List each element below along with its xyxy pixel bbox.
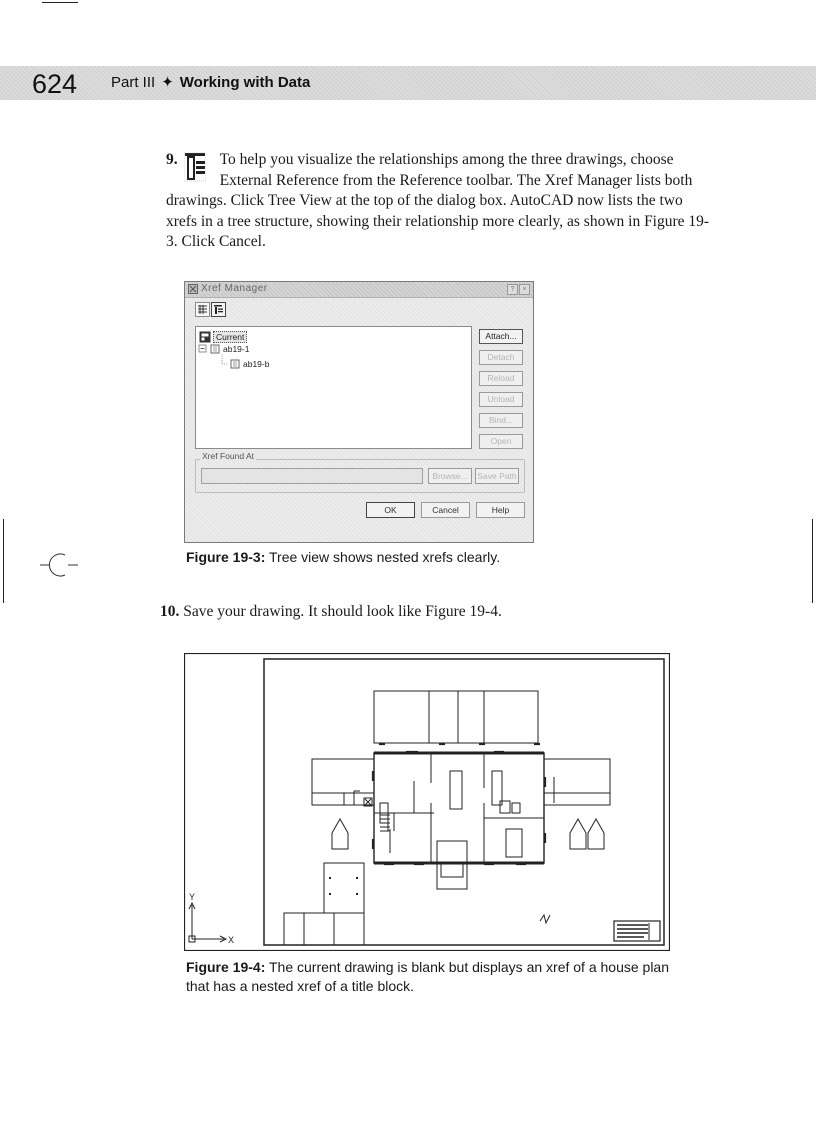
tree-item-ab19-1[interactable]: ab19-1: [223, 344, 250, 354]
list-view-button[interactable]: [195, 302, 210, 317]
figure-19-4-caption: [186, 958, 686, 996]
ucs-x-label: X: [228, 935, 235, 945]
drawing-canvas: [184, 653, 670, 951]
section-title: Working with Data: [179, 74, 311, 91]
tree-view-icon: [212, 303, 225, 316]
running-header-title: [111, 66, 310, 100]
xref-found-at-field[interactable]: [201, 468, 423, 484]
bind-button[interactable]: Bind...: [479, 413, 523, 428]
help-title-button[interactable]: ?: [507, 284, 518, 295]
title-block: [614, 921, 660, 941]
external-reference-icon: [182, 150, 220, 186]
registration-mark: [38, 550, 80, 580]
figure-19-4-label: Figure 19-4:: [186, 959, 266, 975]
open-button[interactable]: Open: [479, 434, 523, 449]
step-number: 9.: [166, 151, 178, 168]
figure-19-3-text: Tree view shows nested xrefs clearly.: [269, 549, 501, 565]
ucs-icon: [189, 903, 226, 942]
tree-item-current[interactable]: Current: [213, 331, 247, 343]
step-10-text: Save your drawing. It should look like Figure 19-4.: [183, 603, 502, 620]
app-icon: [188, 284, 198, 294]
figure-19-3-label: Figure 19-3:: [186, 549, 266, 565]
xref-manager-dialog: [184, 281, 534, 543]
dialog-titlebar: [185, 282, 533, 298]
browse-button[interactable]: Browse...: [428, 468, 472, 484]
step-10-paragraph: [160, 602, 502, 622]
crop-mark-top-left: [42, 2, 78, 3]
crop-mark-left: [3, 519, 4, 603]
part-label: Part III: [111, 74, 156, 91]
tree-view-button[interactable]: [211, 302, 226, 317]
figure-19-4-text: The current drawing is blank but displays an xref of a house plan that has a nested xref of a title block.: [186, 959, 670, 994]
dialog-title: Xref Manager: [201, 283, 268, 294]
help-button[interactable]: Help: [476, 502, 525, 518]
unload-button[interactable]: Unload: [479, 392, 523, 407]
close-title-button[interactable]: ×: [519, 284, 530, 295]
separator-glyph: ✦: [161, 74, 174, 91]
detach-button[interactable]: Detach: [479, 350, 523, 365]
nested-xref-icon: [230, 359, 240, 369]
ucs-y-label: Y: [189, 892, 196, 902]
reload-button[interactable]: Reload: [479, 371, 523, 386]
list-view-icon: [196, 303, 209, 316]
step-9-paragraph: [166, 150, 716, 253]
save-path-button[interactable]: Save Path: [475, 468, 519, 484]
house-plan-drawing: [184, 653, 670, 951]
cancel-button[interactable]: Cancel: [421, 502, 470, 518]
xref-tree[interactable]: [195, 326, 472, 449]
attach-button[interactable]: Attach...: [479, 329, 523, 344]
step-number: 10.: [160, 603, 180, 620]
tree-item-ab19-b[interactable]: ab19-b: [243, 359, 270, 369]
page-number: 624: [32, 69, 78, 99]
xref-found-at-label: Xref Found At: [202, 451, 254, 461]
step-9-text: To help you visualize the relationships among the three drawings, choose External Reference from the Reference toolbar. The Xref Manager lists both drawings. Click Tree View at the top of the dialog box. AutoCAD now lists the two xrefs in a tree structure, showing their relationship more clearly, as shown in Figure 19-3. Click Cancel.: [166, 151, 710, 250]
ok-button[interactable]: OK: [366, 502, 415, 518]
figure-19-3-caption: [186, 548, 500, 567]
crop-mark-right: [812, 519, 813, 603]
xref-icon: [210, 344, 220, 354]
